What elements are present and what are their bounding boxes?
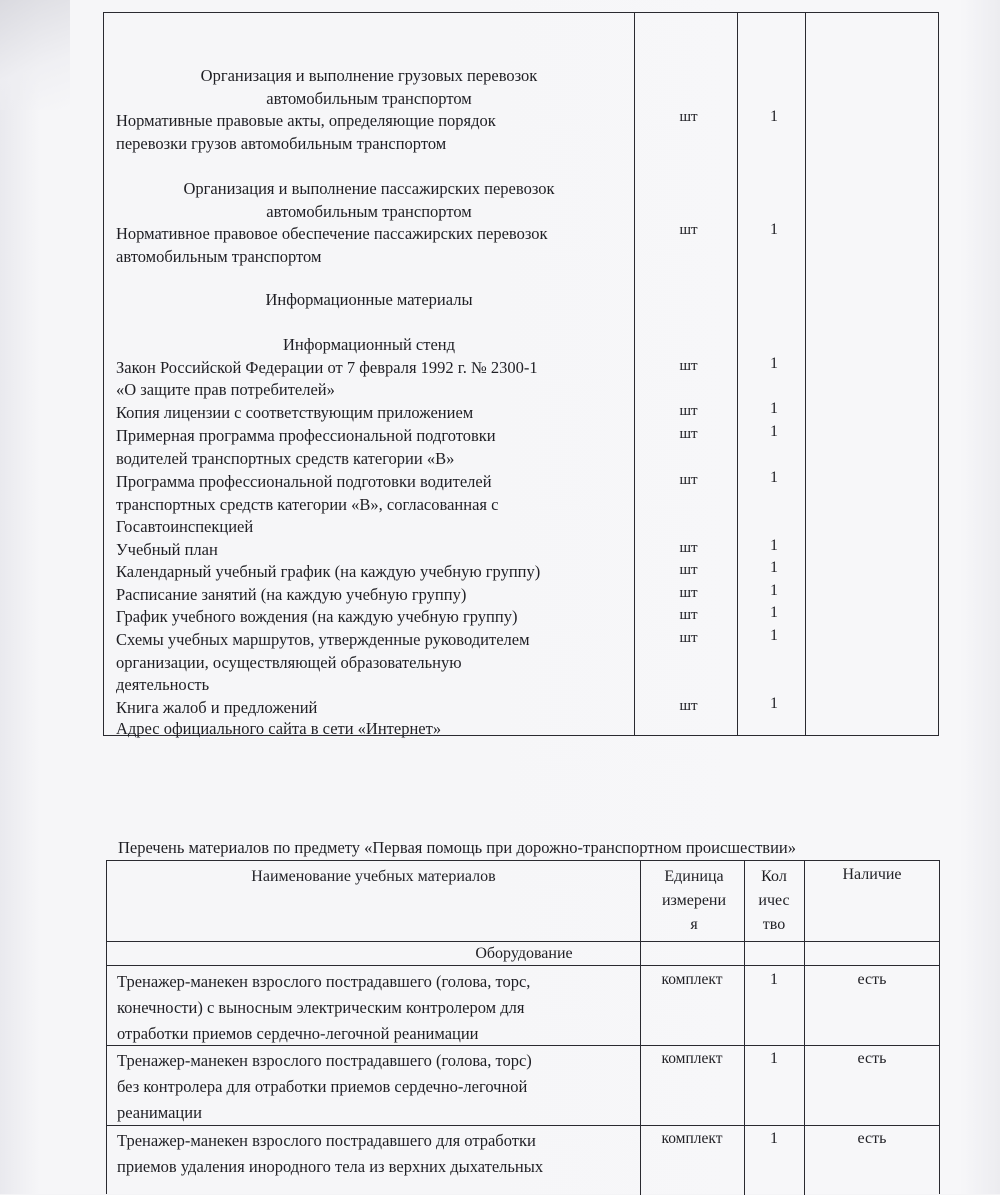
row-line: Тренажер-манекен взрослого пострадавшего (голова, торс) — [117, 1051, 532, 1070]
item-unit: шт — [679, 472, 698, 488]
item-text: Нормативные правовые акты, определяющие порядок — [116, 111, 496, 130]
item-text: Нормативное правовое обеспечение пассажирских перевозок — [116, 224, 548, 243]
section-heading: автомобильным транспортом — [266, 89, 472, 108]
row-line: приемов удаления инородного тела из верхних дыхательных — [117, 1157, 544, 1176]
row-line: Тренажер-манекен взрослого пострадавшего для отработки — [117, 1131, 536, 1150]
item-unit: шт — [679, 630, 698, 646]
item-text: деятельность — [116, 675, 210, 694]
header-qty — [744, 865, 804, 937]
item-text: Календарный учебный график (на каждую учебную группу) — [116, 562, 541, 581]
row-qty: 1 — [770, 971, 778, 988]
item-text: Схемы учебных маршрутов, утвержденные руководителем — [116, 630, 530, 649]
item-unit: шт — [679, 403, 698, 419]
header-qty-line: Кол — [761, 868, 787, 885]
item-text: Примерная программа профессиональной подготовки — [116, 426, 496, 445]
item-qty: 1 — [770, 627, 778, 644]
row-line: без контролера для отработки приемов сердечно-легочной — [117, 1077, 528, 1096]
row-line: отработки приемов сердечно-легочной реанимации — [117, 1024, 479, 1043]
item-text: Книга жалоб и предложений — [116, 698, 318, 717]
section-heading: Информационные материалы — [265, 290, 473, 309]
section-title: Перечень материалов по предмету «Первая помощь при дорожно-транспортном происшествии» — [118, 838, 796, 857]
header-qty-line: тво — [762, 916, 786, 933]
item-unit: шт — [679, 607, 698, 623]
item-text: Госавтоинспекцией — [116, 517, 254, 536]
header-qty-line: ичес — [758, 892, 790, 909]
item-qty: 1 — [770, 355, 778, 372]
row-qty: 1 — [770, 1130, 778, 1147]
row-availability: есть — [857, 1130, 887, 1147]
item-text: Расписание занятий (на каждую учебную группу) — [116, 585, 467, 604]
item-unit: шт — [679, 109, 698, 125]
item-text: транспортных средств категории «В», согласованная с — [116, 495, 499, 514]
row-qty: 1 — [770, 1050, 778, 1067]
item-text: Копия лицензии с соответствующим приложением — [116, 403, 474, 422]
item-text: Закон Российской Федерации от 7 февраля 1992 г. № 2300-1 — [116, 358, 538, 377]
item-text: График учебного вождения (на каждую учебную группу) — [116, 607, 518, 626]
section-heading: Информационный стенд — [282, 335, 456, 354]
item-unit: шт — [679, 585, 698, 601]
header-unit-line: Единица — [664, 868, 724, 885]
item-qty: 1 — [770, 559, 778, 576]
header-unit — [644, 865, 744, 937]
header-availability: Наличие — [842, 866, 902, 883]
item-qty: 1 — [770, 423, 778, 440]
item-qty: 1 — [770, 221, 778, 238]
section-heading: Организация и выполнение пассажирских перевозок — [183, 179, 555, 198]
header-unit-line: измерени — [661, 892, 727, 909]
item-text: автомобильным транспортом — [116, 247, 322, 266]
row-unit: комплект — [661, 971, 723, 988]
materials-table-continued — [103, 12, 939, 736]
table-row-name — [117, 969, 637, 1047]
item-qty: 1 — [770, 604, 778, 621]
section-heading: Организация и выполнение грузовых перевозок — [200, 66, 538, 85]
item-text: «О защите прав потребителей» — [116, 380, 335, 399]
row-availability: есть — [857, 971, 887, 988]
item-text: организации, осуществляющей образовательную — [116, 653, 462, 672]
page-fold-shadow — [0, 0, 70, 110]
item-unit: шт — [679, 222, 698, 238]
item-qty: 1 — [770, 695, 778, 712]
row-line: Тренажер-манекен взрослого пострадавшего (голова, торс, — [117, 972, 531, 991]
item-qty: 1 — [770, 108, 778, 125]
section-heading: автомобильным транспортом — [266, 202, 472, 221]
item-unit: шт — [679, 540, 698, 556]
item-qty: 1 — [770, 400, 778, 417]
item-qty: 1 — [770, 582, 778, 599]
row-availability: есть — [857, 1050, 887, 1067]
item-unit: шт — [679, 426, 698, 442]
table-row-name — [117, 1048, 637, 1126]
item-qty: 1 — [770, 469, 778, 486]
header-name: Наименование учебных материалов — [251, 868, 496, 885]
item-text: водителей транспортных средств категории «В» — [116, 449, 455, 468]
header-unit-line: я — [690, 916, 698, 933]
item-text: Адрес официального сайта в сети «Интернет» — [116, 719, 442, 738]
item-unit: шт — [679, 698, 698, 714]
item-text: Программа профессиональной подготовки водителей — [116, 472, 492, 491]
row-line: конечности) с выносным электрическим контролером для — [117, 998, 525, 1017]
group-label: Оборудование — [475, 945, 573, 962]
table-row-name — [117, 1128, 637, 1180]
item-unit: шт — [679, 562, 698, 578]
item-text: перевозки грузов автомобильным транспортом — [116, 134, 447, 153]
row-unit: комплект — [661, 1050, 723, 1067]
item-text: Учебный план — [116, 540, 218, 559]
first-aid-materials-table — [106, 860, 940, 1194]
item-qty: 1 — [770, 537, 778, 554]
row-unit: комплект — [661, 1130, 723, 1147]
row-line: реанимации — [117, 1103, 202, 1122]
item-unit: шт — [679, 358, 698, 374]
